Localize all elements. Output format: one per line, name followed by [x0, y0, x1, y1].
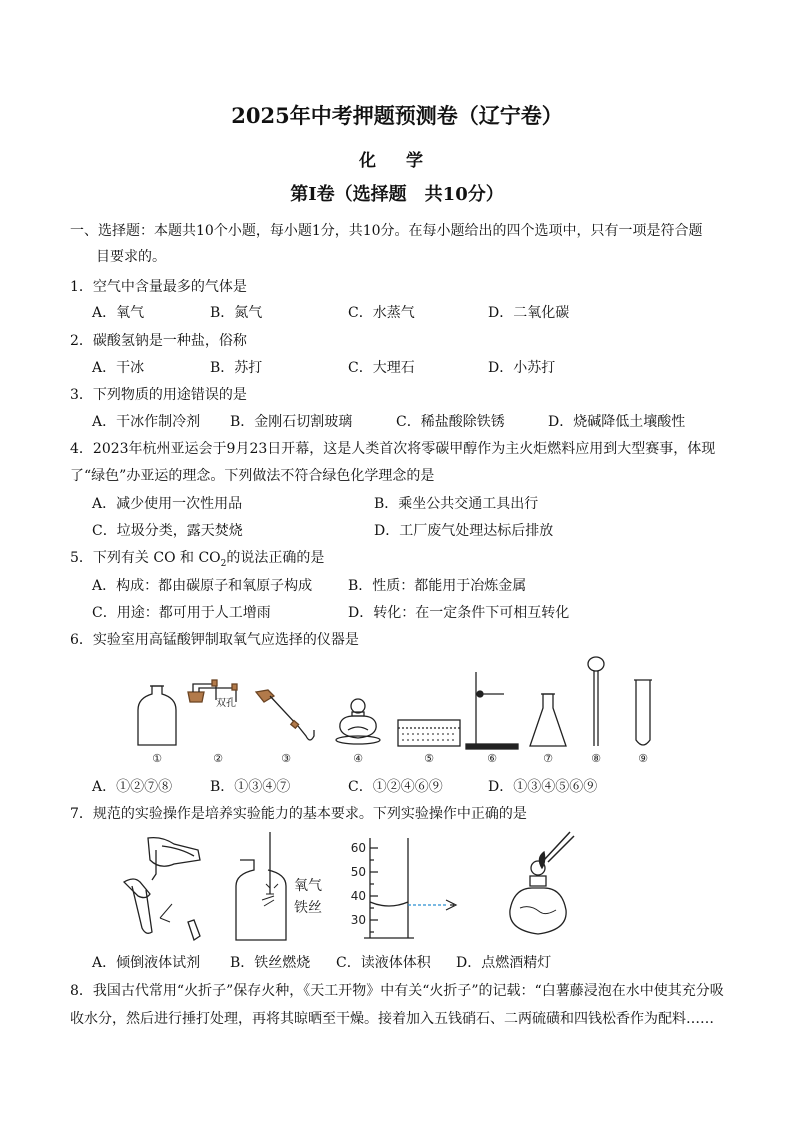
- apparatus-label: ①: [152, 752, 162, 765]
- q1-option-a: A．氧气: [92, 305, 145, 321]
- section-title: 第I卷（选择题 共10分）: [290, 184, 504, 205]
- cylinder-tick-label: 50: [350, 865, 366, 879]
- q1-option-c: C．水蒸气: [348, 305, 415, 321]
- apparatus-label: ④: [353, 752, 363, 765]
- q1-stem: 1．空气中含量最多的气体是: [70, 279, 247, 295]
- q3-option-b: B．金刚石切割玻璃: [230, 414, 353, 430]
- q5-option-c: C．用途：都可用于人工增雨: [92, 605, 271, 621]
- pouring-liquid-icon: [124, 838, 200, 940]
- q5-stem-post: 的说法正确的是: [226, 550, 325, 566]
- q4-option-d: D．工厂废气处理达标后排放: [374, 523, 554, 539]
- apparatus-label: ⑦: [543, 752, 553, 765]
- apparatus-label: ⑥: [487, 752, 497, 765]
- oxygen-label: 氧气: [294, 878, 322, 894]
- q6-stem: 6．实验室用高锰酸钾制取氧气应选择的仪器是: [70, 632, 359, 648]
- long-neck-funnel-icon: [588, 657, 604, 746]
- q7-option-a: A．倾倒液体试剂: [92, 955, 201, 971]
- q4-option-a: A．减少使用一次性用品: [92, 496, 243, 512]
- water-trough-icon: [398, 720, 460, 746]
- q1-option-d: D．二氧化碳: [488, 305, 570, 321]
- apparatus-label: ③: [281, 752, 291, 765]
- exam-title: 2025年中考押题预测卷（辽宁卷）: [231, 103, 563, 128]
- q7-operations-figure: [100, 830, 580, 948]
- q7-option-c: C．读液体体积: [336, 955, 431, 971]
- apparatus-label: ②: [213, 752, 223, 765]
- stopper-label: 双孔: [216, 698, 236, 709]
- cylinder-tick-label: 40: [350, 889, 366, 903]
- q7-stem: 7．规范的实验操作是培养实验能力的基本要求。下列实验操作中正确的是: [70, 806, 527, 822]
- q2-option-a: A．干冰: [92, 360, 145, 376]
- q8-line1: 8．我国古代常用“火折子”保存火种，《天工开物》中有关“火折子”的记载：“白薯藤浸泡在水中使其充分吸: [70, 983, 724, 999]
- q3-option-d: D．烧碱降低土壤酸性: [548, 414, 686, 430]
- iron-wire-burning-icon: [236, 832, 286, 940]
- instructions-line2: 目要求的。: [96, 249, 166, 265]
- q8-line2: 收水分，然后进行捶打处理，再将其晾晒至干燥。接着加入五钱硝石、二两硫磺和四钱松香作为配料……: [70, 1011, 714, 1027]
- q2-option-b: B．苏打: [210, 360, 263, 376]
- q6-option-c: C．①②④⑥⑨: [348, 779, 443, 795]
- q4-option-c: C．垃圾分类，露天焚烧: [92, 523, 243, 539]
- q2-option-d: D．小苏打: [488, 360, 556, 376]
- q7-option-b: B．铁丝燃烧: [230, 955, 311, 971]
- q6-apparatus-figure: [120, 650, 680, 772]
- q5-stem-subscript: 2: [220, 558, 227, 569]
- q6-option-b: B．①③④⑦: [210, 779, 291, 795]
- q4-stem-line2: 了“绿色”办亚运的理念。下列做法不符合绿色化学理念的是: [70, 468, 435, 484]
- q5-option-d: D．转化：在一定条件下可相互转化: [348, 605, 570, 621]
- conical-flask-icon: [530, 694, 566, 746]
- q7-option-d: D．点燃酒精灯: [456, 955, 552, 971]
- q1-option-b: B．氮气: [210, 305, 263, 321]
- graduated-cylinder-icon: [364, 838, 456, 938]
- iron-stand-icon: [466, 672, 518, 749]
- q5-option-b: B．性质：都能用于冶炼金属: [348, 578, 527, 594]
- q5-stem-pre: 5．下列有关 CO 和 CO: [70, 550, 221, 566]
- iron-wire-label: 铁丝: [294, 900, 322, 916]
- subject-title: 化 学: [359, 151, 435, 171]
- apparatus-label: ⑧: [591, 752, 601, 765]
- q3-option-c: C．稀盐酸除铁锈: [396, 414, 505, 430]
- gas-jar-icon: [138, 686, 176, 745]
- q5-option-a: A．构成：都由碳原子和氧原子构成: [92, 578, 313, 594]
- q2-option-c: C．大理石: [348, 360, 415, 376]
- q3-stem: 3．下列物质的用途错误的是: [70, 387, 247, 403]
- delivery-tube-icon: [256, 690, 314, 740]
- q2-stem: 2．碳酸氢钠是一种盐，俗称: [70, 333, 247, 349]
- q6-option-d: D．①③④⑤⑥⑨: [488, 779, 598, 795]
- cylinder-tick-label: 30: [350, 913, 366, 927]
- q4-option-b: B．乘坐公共交通工具出行: [374, 496, 539, 512]
- apparatus-label: ⑨: [638, 752, 648, 765]
- test-tube-icon: [634, 680, 652, 745]
- q6-option-a: A．①②⑦⑧: [92, 779, 173, 795]
- alcohol-lamp-icon: [336, 699, 380, 744]
- cylinder-tick-label: 60: [350, 841, 366, 855]
- instructions-line1: 一、选择题：本题共10个小题，每小题1分，共10分。在每小题给出的四个选项中，只有一项是符合题: [70, 223, 703, 239]
- apparatus-label: ⑤: [424, 752, 434, 765]
- q3-option-a: A．干冰作制冷剂: [92, 414, 201, 430]
- lighting-alcohol-lamp-icon: [510, 832, 574, 934]
- q4-stem-line1: 4．2023年杭州亚运会于9月23日开幕，这是人类首次将零碳甲醇作为主火炬燃料应用到大型赛事，体现: [70, 441, 716, 457]
- q5-stem: [70, 547, 324, 569]
